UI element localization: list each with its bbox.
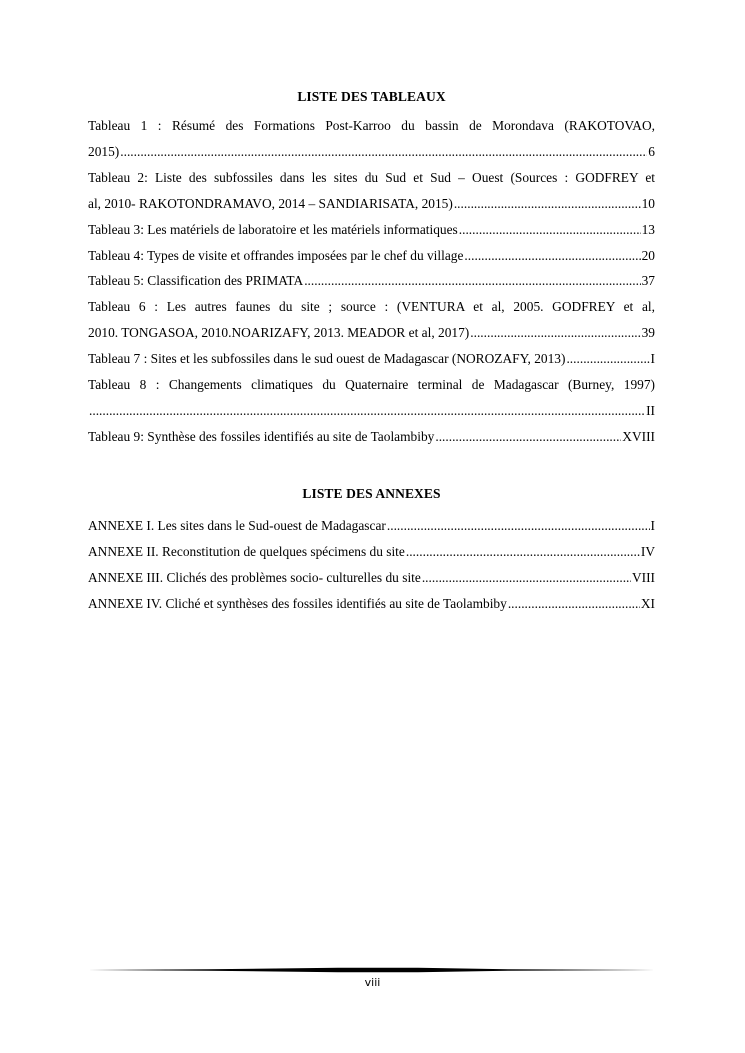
annex-entry-2-text: ANNEXE II. Reconstitution de quelques spécimens du site xyxy=(88,544,405,559)
table-entry-9[interactable] xyxy=(88,427,655,447)
dot-leader xyxy=(454,194,641,214)
table-entry-5-page: 37 xyxy=(641,273,655,288)
annex-entry-1-text: ANNEXE I. Les sites dans le Sud-ouest de Madagascar xyxy=(88,518,386,533)
annex-entry-4[interactable] xyxy=(88,594,655,614)
annex-entry-2-page: IV xyxy=(640,544,655,559)
annex-entry-1-page: I xyxy=(650,518,655,533)
dot-leader xyxy=(422,568,631,588)
annex-entry-3-page: VIII xyxy=(631,570,655,585)
annex-entry-2[interactable] xyxy=(88,542,655,562)
table-entry-2-line2[interactable] xyxy=(88,194,655,214)
table-entry-1-page: 6 xyxy=(648,144,655,159)
annex-entry-4-page: XI xyxy=(640,596,655,611)
table-entry-7[interactable] xyxy=(88,349,655,369)
dot-leader xyxy=(464,246,640,266)
dot-leader xyxy=(304,271,640,291)
table-entry-6-line1[interactable]: Tableau 6 : Les autres faunes du site ; source : (VENTURA et al, 2005. GODFREY et al, xyxy=(88,299,655,314)
table-entry-3[interactable] xyxy=(88,220,655,240)
table-entry-9-text: Tableau 9: Synthèse des fossiles identifiés au site de Taolambiby xyxy=(88,429,435,444)
table-entry-2-text: al, 2010- RAKOTONDRAMAVO, 2014 – SANDIARISATA, 2015) xyxy=(88,196,453,211)
table-entry-3-page: 13 xyxy=(641,222,655,237)
table-entry-3-text: Tableau 3: Les matériels de laboratoire et les matériels informatiques xyxy=(88,222,458,237)
dot-leader xyxy=(508,594,640,614)
table-entry-2-page: 10 xyxy=(641,196,655,211)
table-entry-4[interactable] xyxy=(88,246,655,266)
table-entry-2-line1[interactable]: Tableau 2: Liste des subfossiles dans les sites du Sud et Sud – Ouest (Sources : GODFREY et xyxy=(88,170,655,185)
annex-entry-3-text: ANNEXE III. Clichés des problèmes socio- culturelles du site xyxy=(88,570,421,585)
table-entry-6-page: 39 xyxy=(641,325,655,340)
dot-leader xyxy=(566,349,649,369)
table-entry-8-page: II xyxy=(646,403,655,418)
table-entry-1-line1[interactable]: Tableau 1 : Résumé des Formations Post-Karroo du bassin de Morondava (RAKOTOVAO, xyxy=(88,118,655,133)
tables-list-title: LISTE DES TABLEAUX xyxy=(297,89,446,104)
dot-leader xyxy=(459,220,641,240)
annexes-list-title: LISTE DES ANNEXES xyxy=(302,486,441,501)
annex-entry-3[interactable] xyxy=(88,568,655,588)
table-entry-7-text: Tableau 7 : Sites et les subfossiles dans le sud ouest de Madagascar (NOROZAFY, 2013) xyxy=(88,351,566,366)
table-entry-9-page: XVIII xyxy=(622,429,655,444)
dot-leader xyxy=(435,427,621,447)
table-entry-6-line2[interactable] xyxy=(88,323,655,343)
table-entry-7-page: I xyxy=(650,351,655,366)
table-entry-6-text: 2010. TONGASOA, 2010.NOARIZAFY, 2013. MEADOR et al, 2017) xyxy=(88,325,470,340)
annex-entry-1[interactable] xyxy=(88,516,655,536)
dot-leader xyxy=(470,323,640,343)
table-entry-8-line2[interactable] xyxy=(88,401,655,421)
table-entry-5-text: Tableau 5: Classification des PRIMATA xyxy=(88,273,304,288)
annex-entry-4-text: ANNEXE IV. Cliché et synthèses des fossiles identifiés au site de Taolambiby xyxy=(88,596,507,611)
dot-leader xyxy=(406,542,640,562)
dot-leader xyxy=(89,401,645,421)
table-entry-1-text: 2015) xyxy=(88,144,120,159)
dot-leader xyxy=(120,142,647,162)
footer-divider xyxy=(88,966,655,974)
table-entry-8-line1[interactable]: Tableau 8 : Changements climatiques du Quaternaire terminal de Madagascar (Burney, 1997) xyxy=(88,377,655,392)
table-entry-4-text: Tableau 4: Types de visite et offrandes imposées par le chef du village xyxy=(88,248,464,263)
dot-leader xyxy=(387,516,650,536)
table-entry-4-page: 20 xyxy=(641,248,655,263)
table-entry-1-line2[interactable] xyxy=(88,142,655,162)
page-number: viii xyxy=(364,976,381,989)
table-entry-5[interactable] xyxy=(88,271,655,291)
